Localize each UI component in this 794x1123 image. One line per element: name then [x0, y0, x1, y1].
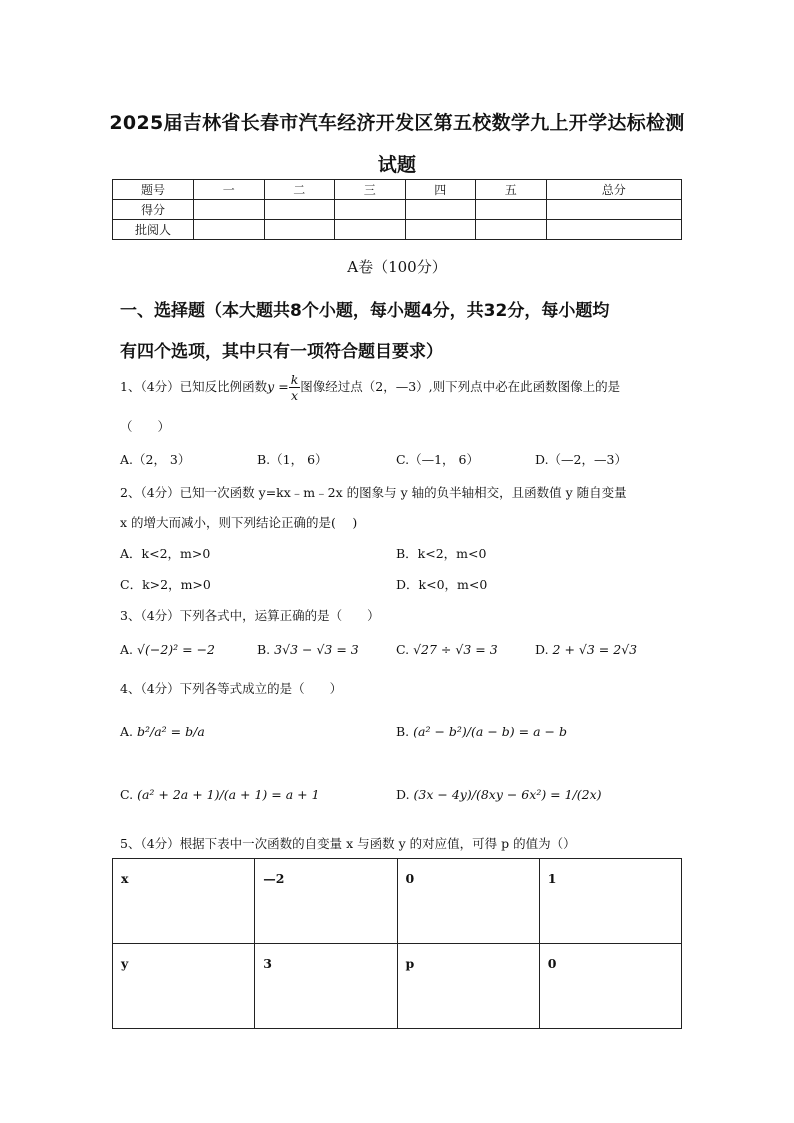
q3-option-b[interactable]	[257, 642, 359, 657]
q1-option-b[interactable]: B.（1， 6）	[257, 452, 328, 467]
q4-option-d[interactable]	[396, 787, 602, 802]
q5-cell: x	[113, 859, 255, 944]
q4-option-label: D.	[396, 787, 410, 802]
q1-fraction	[289, 372, 301, 403]
q3-option-d[interactable]	[535, 642, 637, 657]
score-cell[interactable]	[194, 220, 265, 240]
score-cell[interactable]	[264, 200, 335, 220]
q4-expr-a: b²/a² = b/a	[137, 724, 205, 739]
score-header-cell: 题号	[113, 180, 194, 200]
q1-frac-num: k	[290, 372, 299, 387]
q3-expr-b: 3√3 − √3 = 3	[274, 642, 359, 657]
q5-row-y	[113, 944, 682, 1029]
score-cell[interactable]	[335, 200, 406, 220]
q5-cell: 1	[539, 859, 681, 944]
q4-option-label: B.	[396, 724, 410, 739]
q3-option-a[interactable]	[120, 642, 215, 657]
score-header-row	[113, 180, 682, 200]
q2-option-c[interactable]: C．k>2，m>0	[120, 577, 211, 592]
q3-expr-a: √(−2)² = −2	[137, 642, 216, 657]
q3-option-label: C.	[396, 642, 410, 657]
score-cell[interactable]	[546, 200, 682, 220]
q5-value-table	[112, 858, 682, 1029]
q1-option-c[interactable]: C.（—1， 6）	[396, 452, 479, 467]
score-row	[113, 220, 682, 240]
q4-option-label: C.	[120, 787, 134, 802]
q1-option-d[interactable]: D.（—2，—3）	[535, 452, 627, 467]
q4-stem: 4、（4分）下列各等式成立的是（ ）	[120, 681, 343, 696]
score-cell[interactable]	[476, 200, 547, 220]
q2-option-a[interactable]: A．k<2，m>0	[120, 546, 211, 561]
q4-expr-d: (3x − 4y)/(8xy − 6x²) = 1/(2x)	[413, 787, 602, 802]
q5-cell: 3	[255, 944, 397, 1029]
q5-row-x	[113, 859, 682, 944]
q3-option-label: B.	[257, 642, 271, 657]
score-cell[interactable]	[264, 220, 335, 240]
q5-cell: —2	[255, 859, 397, 944]
score-cell[interactable]	[476, 220, 547, 240]
section1-heading-line1: 一、选择题（本大题共8个小题，每小题4分，共32分，每小题均	[120, 301, 610, 321]
q3-option-label: A.	[120, 642, 134, 657]
score-header-cell: 总分	[546, 180, 682, 200]
q4-option-a[interactable]	[120, 724, 205, 739]
q1-answer-paren: （ ）	[120, 419, 171, 434]
q1-option-a[interactable]: A.（2， 3）	[120, 452, 191, 467]
q3-stem: 3、（4分）下列各式中，运算正确的是（ ）	[120, 608, 380, 623]
score-cell[interactable]	[335, 220, 406, 240]
q2-stem-line2: x 的增大而减小，则下列结论正确的是( )	[120, 515, 358, 530]
q1-y-eq: y =	[267, 379, 289, 394]
q2-option-b[interactable]: B．k<2，m<0	[396, 546, 487, 561]
score-header-cell: 三	[335, 180, 406, 200]
score-row-label: 得分	[113, 200, 194, 220]
q3-expr-d: 2 + √3 = 2√3	[552, 642, 638, 657]
q5-cell: y	[113, 944, 255, 1029]
q4-option-b[interactable]	[396, 724, 567, 739]
score-cell[interactable]	[194, 200, 265, 220]
score-table	[112, 179, 682, 240]
section1-heading-line2: 有四个选项，其中只有一项符合题目要求）	[120, 342, 443, 362]
q5-cell: 0	[397, 859, 539, 944]
score-cell[interactable]	[546, 220, 682, 240]
section-juan-title: A卷（100分）	[347, 258, 447, 276]
score-cell[interactable]	[405, 200, 476, 220]
score-header-cell: 一	[194, 180, 265, 200]
q4-expr-b: (a² − b²)/(a − b) = a − b	[413, 724, 567, 739]
q2-stem-line1: 2、（4分）已知一次函数 y=kx﹣m﹣2x 的图象与 y 轴的负半轴相交，且函数值 y 随自变量	[120, 485, 627, 500]
score-header-cell: 二	[264, 180, 335, 200]
q5-cell: p	[397, 944, 539, 1029]
q1-frac-den: x	[290, 388, 298, 403]
q3-option-label: D.	[535, 642, 549, 657]
q5-stem: 5、（4分）根据下表中一次函数的自变量 x 与函数 y 的对应值，可得 p 的值为（）	[120, 836, 576, 851]
q1-suffix: 图像经过点（2，—3）,则下列点中必在此函数图像上的是	[300, 379, 621, 394]
q1-stem	[120, 372, 620, 403]
q3-option-c[interactable]	[396, 642, 498, 657]
q5-cell: 0	[539, 944, 681, 1029]
q4-option-label: A.	[120, 724, 134, 739]
score-cell[interactable]	[405, 220, 476, 240]
score-header-cell: 四	[405, 180, 476, 200]
doc-title-line1: 2025届吉林省长春市汽车经济开发区第五校数学九上开学达标检测	[109, 112, 685, 134]
doc-title-line2: 试题	[377, 154, 417, 176]
q4-expr-c: (a² + 2a + 1)/(a + 1) = a + 1	[137, 787, 320, 802]
score-row	[113, 200, 682, 220]
q4-option-c[interactable]	[120, 787, 320, 802]
score-row-label: 批阅人	[113, 220, 194, 240]
q1-prefix: 1、（4分）已知反比例函数	[120, 379, 268, 394]
q3-expr-c: √27 ÷ √3 = 3	[413, 642, 498, 657]
score-header-cell: 五	[476, 180, 547, 200]
q2-option-d[interactable]: D．k<0，m<0	[396, 577, 488, 592]
